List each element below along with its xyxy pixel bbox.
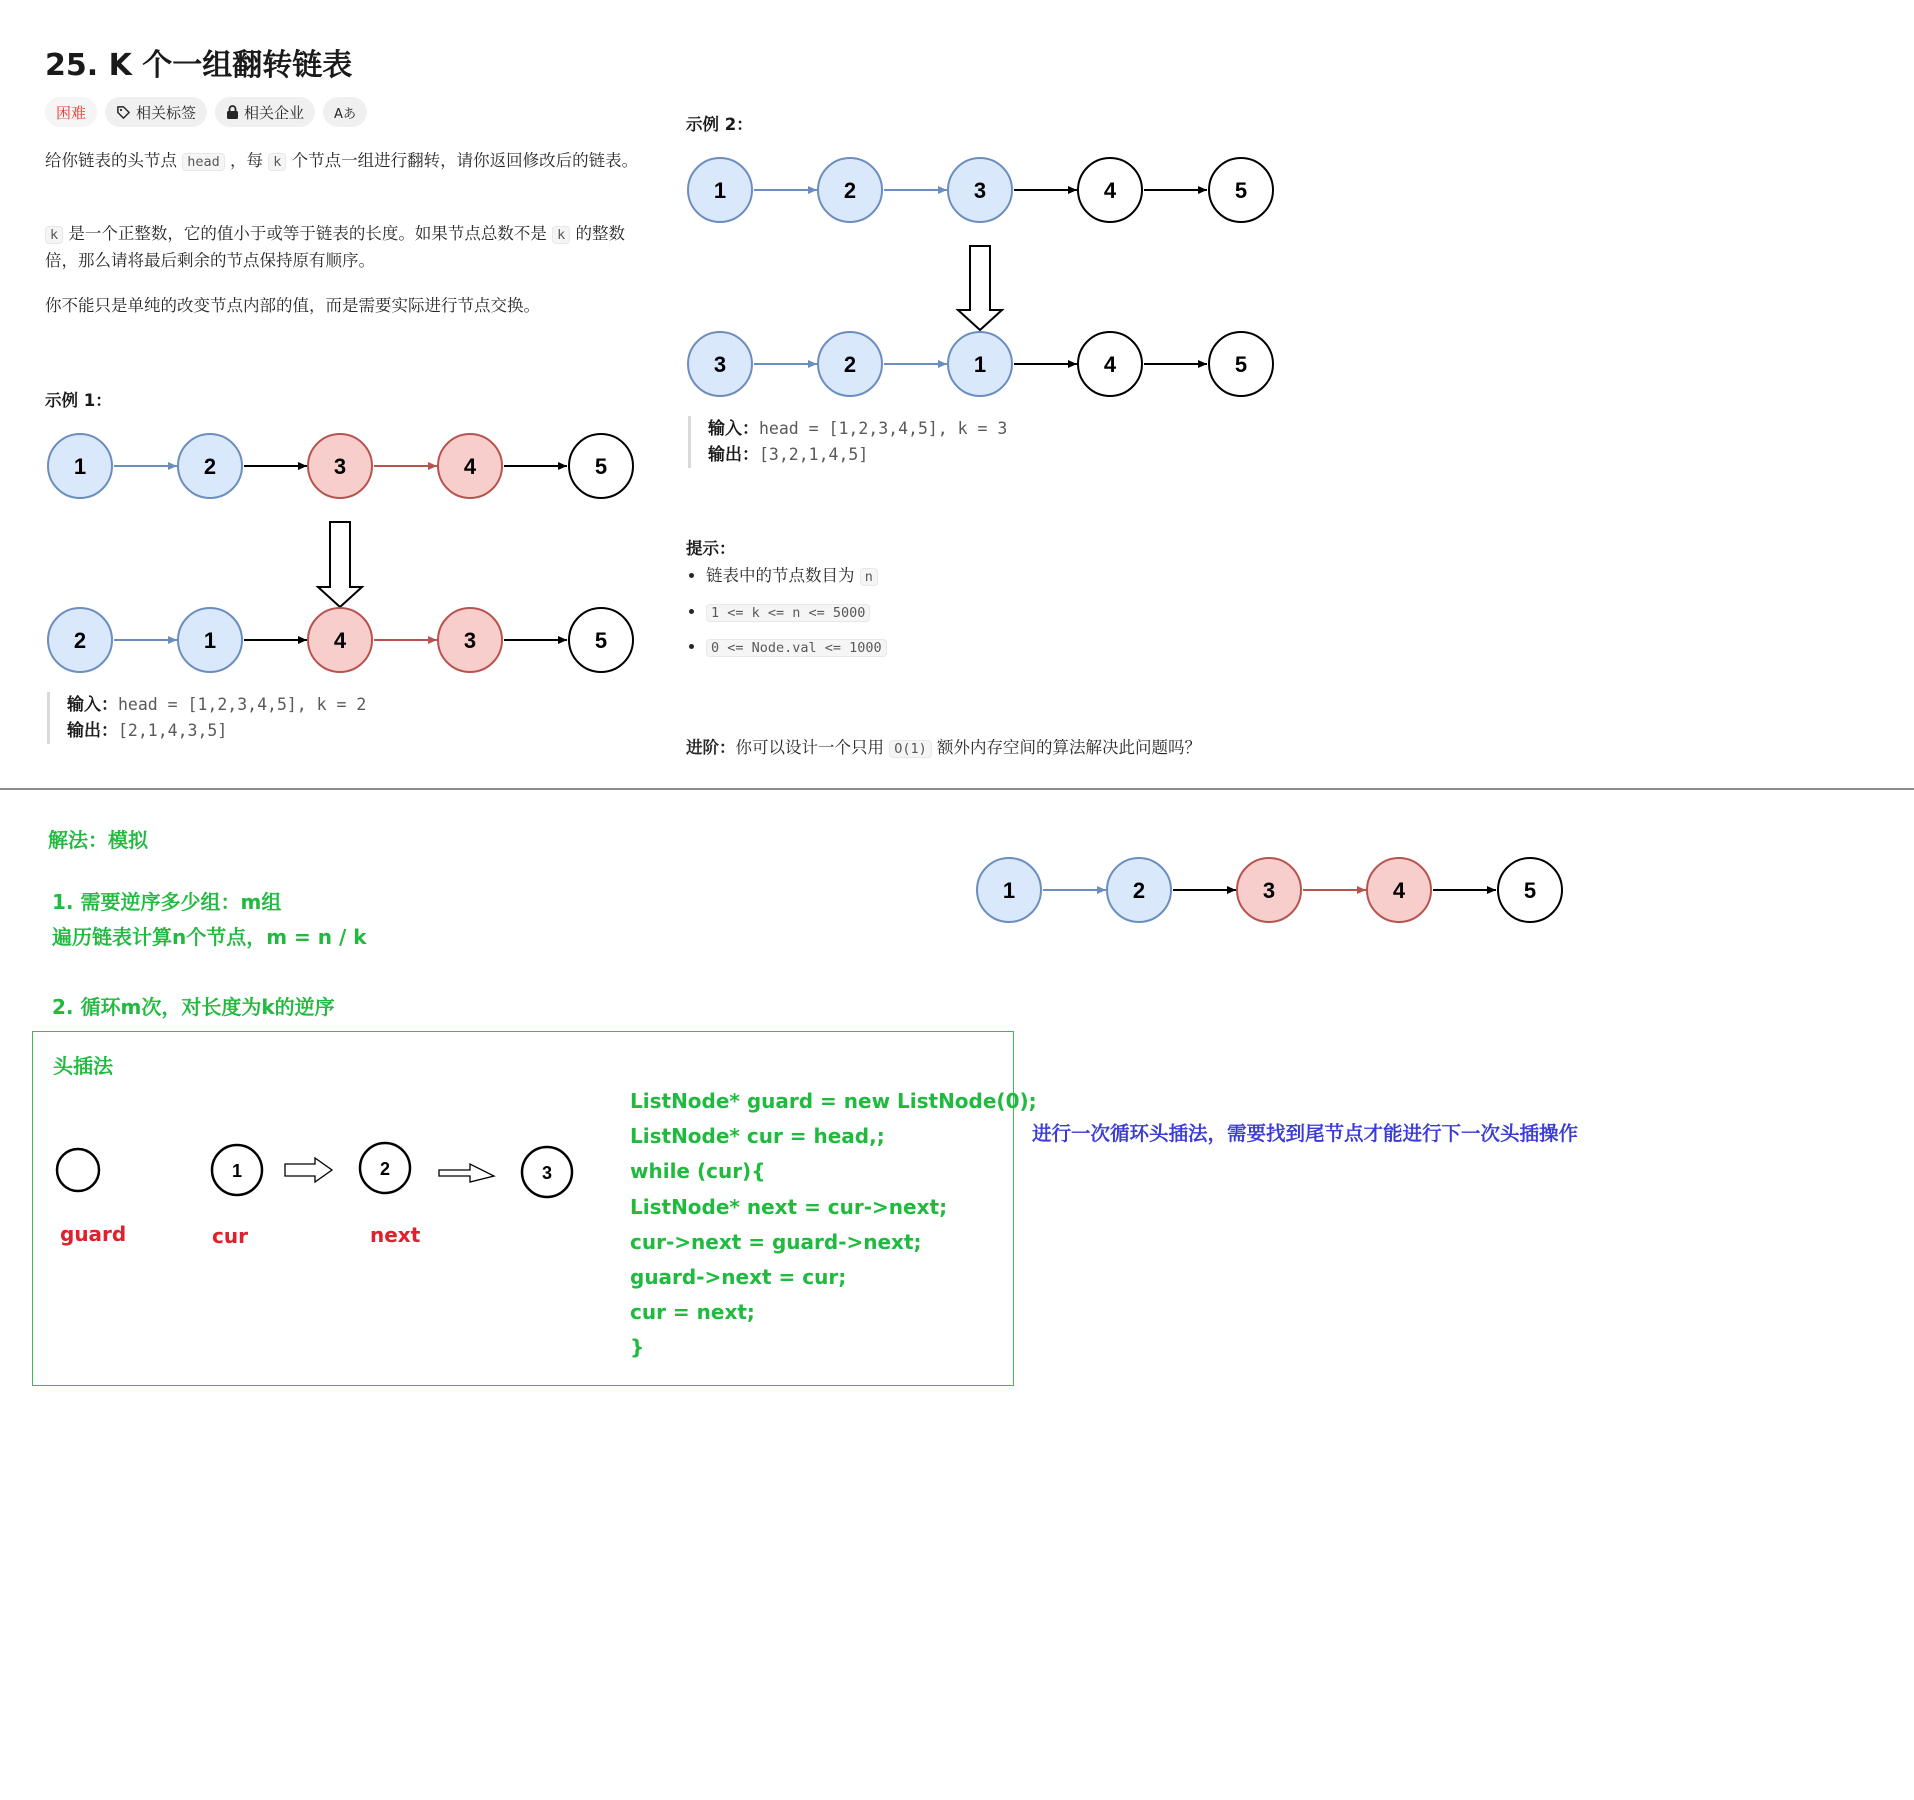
svg-text:4: 4	[1392, 878, 1406, 903]
list-node	[48, 608, 112, 672]
example-2-io: 输入：head = [1,2,3,4,5], k = 3 输出：[3,2,1,4,5]	[688, 416, 1007, 468]
svg-text:5: 5	[1234, 178, 1248, 203]
svg-text:4: 4	[1103, 352, 1117, 377]
code-line: guard->next = cur;	[630, 1265, 847, 1290]
side-note: 进行一次循环头插法，需要找到尾节点才能进行下一次头插操作	[1032, 1122, 1579, 1145]
translate-button[interactable]	[323, 97, 367, 127]
hollow-arrow-icon	[285, 1158, 332, 1182]
example-1-output: [2,1,4,3,5]	[118, 721, 228, 740]
lock-icon	[226, 105, 239, 120]
svg-text:3: 3	[333, 454, 347, 479]
code-line: while (cur){	[630, 1159, 766, 1184]
guard-label: guard	[60, 1222, 127, 1246]
cur-node	[212, 1145, 262, 1195]
svg-text:3: 3	[713, 352, 727, 377]
example-1-heading: 示例 1：	[45, 391, 112, 410]
list-node	[438, 608, 502, 672]
svg-text:2: 2	[843, 352, 857, 377]
inline-code: k	[268, 153, 286, 171]
difficulty-badge[interactable]	[45, 97, 97, 127]
list-node	[977, 858, 1041, 922]
third-node	[522, 1147, 572, 1197]
svg-text:3: 3	[1262, 878, 1276, 903]
svg-text:4: 4	[463, 454, 477, 479]
svg-text:2: 2	[843, 178, 857, 203]
svg-text:2: 2	[73, 628, 87, 653]
svg-text:3: 3	[463, 628, 477, 653]
down-arrow-icon	[958, 246, 1002, 330]
svg-text:4: 4	[1103, 178, 1117, 203]
hints-heading: 提示：	[686, 539, 736, 558]
advanced-note: 进阶：你可以设计一个只用 O(1) 额外内存空间的算法解决此问题吗？	[686, 738, 1202, 757]
tag-bar	[45, 97, 367, 127]
inline-code: n	[860, 568, 878, 586]
svg-text:2: 2	[203, 454, 217, 479]
problem-title: 25. K 个一组翻转链表	[45, 48, 353, 83]
notes-diagram	[968, 850, 1568, 930]
description-paragraph-1: 给你链表的头节点 head ，每 k 个节点一组进行翻转，请你返回修改后的链表。	[45, 151, 639, 170]
svg-text:1: 1	[73, 454, 87, 479]
example-1-diagram	[40, 425, 640, 675]
related-companies-button[interactable]	[215, 97, 315, 127]
svg-text:2: 2	[379, 1159, 391, 1179]
list-node	[818, 158, 882, 222]
inline-code: 0 <= Node.val <= 1000	[706, 639, 887, 657]
list-node	[1078, 332, 1142, 396]
svg-text:3: 3	[973, 178, 987, 203]
list-node	[948, 158, 1012, 222]
inline-code: k	[552, 226, 570, 244]
example-1-io: 输入：head = [1,2,3,4,5], k = 2 输出：[2,1,4,3,5]	[47, 692, 366, 744]
tag-icon	[116, 105, 131, 120]
inline-code: O(1)	[889, 740, 932, 758]
list-node	[48, 434, 112, 498]
list-node	[1078, 158, 1142, 222]
list-node	[948, 332, 1012, 396]
guard-node	[57, 1149, 99, 1191]
example-2-output: [3,2,1,4,5]	[759, 445, 869, 464]
cur-label: cur	[212, 1224, 248, 1248]
code-line: ListNode* next = cur->next;	[630, 1194, 948, 1219]
svg-text:4: 4	[333, 628, 347, 653]
next-node	[360, 1143, 410, 1193]
inline-code: k	[45, 226, 63, 244]
list-node	[178, 434, 242, 498]
description-paragraph-2: k 是一个正整数，它的值小于或等于链表的长度。如果节点总数不是 k 的整数倍，那么请将最后剩余的节点保持原有顺序。	[45, 224, 626, 270]
inline-code: 1 <= k <= n <= 5000	[706, 604, 870, 622]
list-item	[706, 637, 887, 656]
svg-text:5: 5	[594, 628, 608, 653]
svg-text:1: 1	[231, 1161, 243, 1181]
section-divider	[0, 788, 1914, 790]
related-companies-label: 相关企业	[244, 103, 305, 122]
inline-code: head	[182, 153, 225, 171]
description-paragraph-3: 你不能只是单纯的改变节点内部的值，而是需要实际进行节点交换。	[45, 296, 540, 315]
hints-list	[686, 562, 887, 672]
code-line: cur = next;	[630, 1300, 755, 1325]
step-2: 2. 循环m次，对长度为k的逆序	[52, 995, 335, 1019]
svg-text:1: 1	[713, 178, 727, 203]
svg-text:1: 1	[1002, 878, 1016, 903]
list-node	[1237, 858, 1301, 922]
next-label: next	[370, 1223, 421, 1247]
example-2-input: head = [1,2,3,4,5], k = 3	[759, 419, 1008, 438]
step-1: 1. 需要逆序多少组：m组	[52, 890, 282, 914]
list-node	[308, 608, 372, 672]
list-node	[688, 332, 752, 396]
code-line: cur->next = guard->next;	[630, 1229, 922, 1254]
hollow-arrow-icon	[439, 1164, 494, 1182]
svg-text:5: 5	[594, 454, 608, 479]
code-line: ListNode* cur = head,;	[630, 1124, 885, 1149]
code-line: ListNode* guard = new ListNode(0);	[630, 1089, 1037, 1113]
list-node	[688, 158, 752, 222]
example-2-heading: 示例 2：	[686, 115, 753, 134]
list-node	[818, 332, 882, 396]
box-title: 头插法	[53, 1054, 113, 1078]
code-line: }	[630, 1335, 645, 1360]
example-1-input: head = [1,2,3,4,5], k = 2	[118, 695, 367, 714]
svg-text:2: 2	[1132, 878, 1146, 903]
svg-text:5: 5	[1523, 878, 1537, 903]
translate-icon: Aあ	[334, 106, 356, 122]
list-node	[1209, 332, 1273, 396]
list-item: • 链表中的节点数目为 n	[706, 562, 887, 586]
code-block	[630, 1084, 1037, 1366]
example-2-diagram	[680, 150, 1280, 400]
list-node	[1209, 158, 1273, 222]
related-tags-button[interactable]	[105, 97, 207, 127]
down-arrow-icon	[318, 522, 362, 607]
step-1-detail: 遍历链表计算n个节点，m = n / k	[52, 925, 367, 949]
list-node	[569, 434, 633, 498]
list-node	[569, 608, 633, 672]
svg-text:1: 1	[973, 352, 987, 377]
svg-text:1: 1	[203, 628, 217, 653]
svg-text:3: 3	[541, 1163, 553, 1183]
list-node	[438, 434, 502, 498]
svg-text:5: 5	[1234, 352, 1248, 377]
list-node	[1367, 858, 1431, 922]
list-node	[308, 434, 372, 498]
related-tags-label: 相关标签	[136, 103, 197, 122]
difficulty-label: 困难	[56, 103, 87, 122]
list-item	[706, 602, 887, 621]
list-node	[1498, 858, 1562, 922]
solution-title: 解法：模拟	[48, 828, 148, 852]
list-node	[1107, 858, 1171, 922]
list-node	[178, 608, 242, 672]
